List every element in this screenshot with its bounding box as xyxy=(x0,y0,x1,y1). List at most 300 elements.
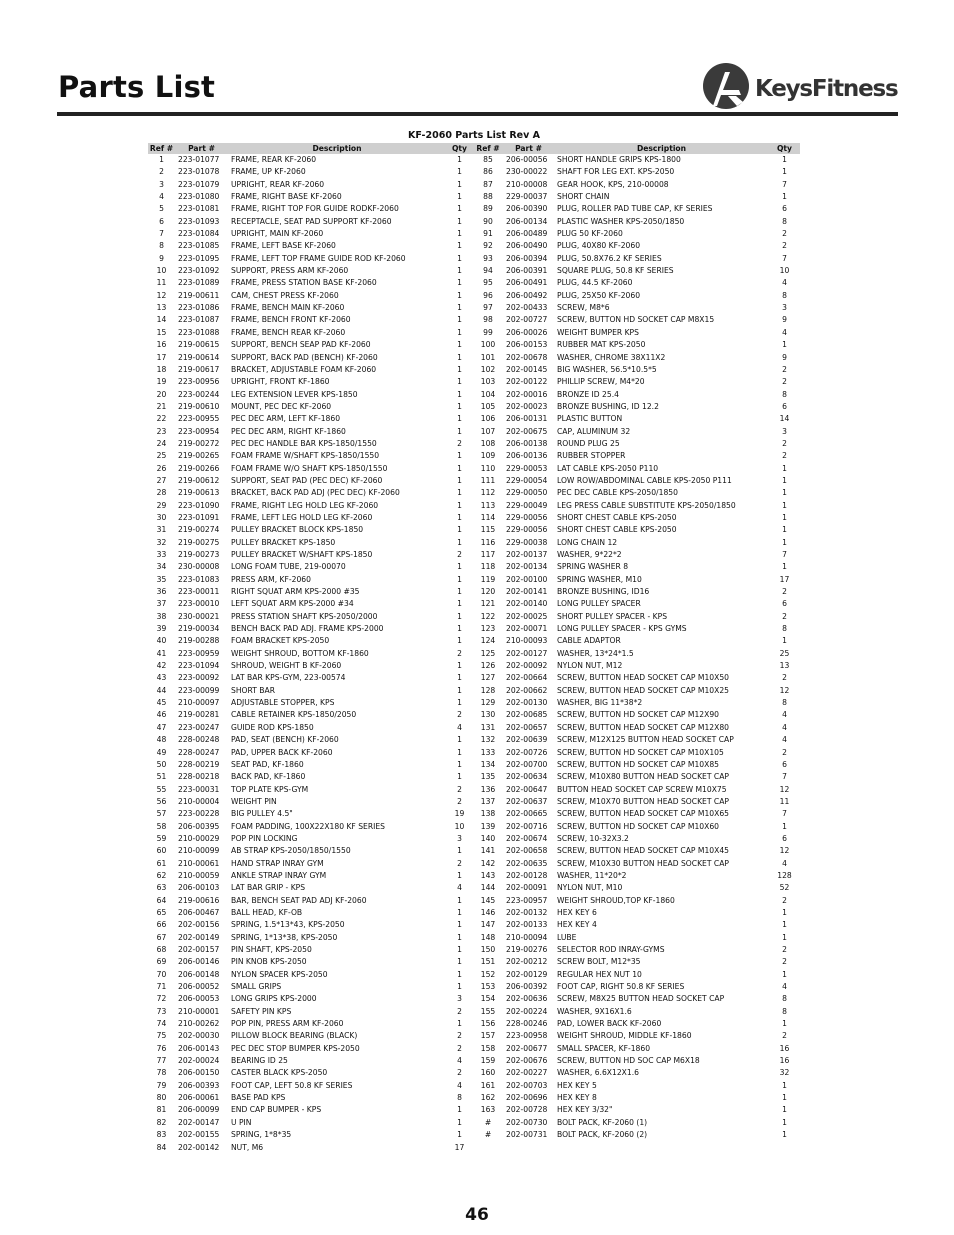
qty-cell: 1 xyxy=(457,747,462,757)
table-row xyxy=(148,635,473,647)
qty-cell: 32 xyxy=(779,1068,790,1078)
description-cell: SHORT CHAIN xyxy=(557,192,610,202)
table-caption: KF-2060 Parts List Rev A xyxy=(408,130,540,141)
description-cell: LONG FOAM TUBE, 219-00070 xyxy=(231,562,346,572)
qty-cell: 1 xyxy=(457,229,462,239)
ref-cell: 115 xyxy=(480,525,496,535)
ref-cell: 26 xyxy=(156,463,167,473)
table-row xyxy=(473,1117,800,1129)
part-number-cell: 206-00490 xyxy=(506,241,548,251)
table-row xyxy=(473,821,800,833)
table-row xyxy=(148,833,473,845)
description-cell: CAP, ALUMINUM 32 xyxy=(557,426,631,436)
part-number-cell: 219-00610 xyxy=(178,401,220,411)
description-cell: FOAM FRAME W/SHAFT KPS-1850/1550 xyxy=(231,451,380,461)
ref-cell: 140 xyxy=(480,833,496,843)
qty-cell: 1 xyxy=(782,1117,787,1127)
qty-cell: 17 xyxy=(454,1142,465,1152)
ref-cell: 126 xyxy=(480,661,496,671)
description-cell: BALL HEAD, KF-OB xyxy=(231,907,303,917)
qty-cell: 1 xyxy=(782,1019,787,1029)
qty-cell: 1 xyxy=(457,500,462,510)
description-cell: FRAME, BENCH FRONT KF-2060 xyxy=(231,315,351,325)
description-cell: SCREW, M8*6 xyxy=(557,303,610,313)
description-cell: PULLEY BRACKET KPS-1850 xyxy=(231,537,336,547)
description-cell: SCREW, M8X25 BUTTON HEAD SOCKET CAP xyxy=(557,994,725,1004)
table-row xyxy=(473,389,800,401)
part-number-cell: 206-00392 xyxy=(506,982,548,992)
table-row xyxy=(473,771,800,783)
description-cell: CABLE ADAPTOR xyxy=(557,636,621,646)
ref-cell: 69 xyxy=(156,957,167,967)
part-number-cell: 219-00615 xyxy=(178,340,220,350)
description-cell: PLUG, 50.8X76.2 KF SERIES xyxy=(557,253,662,263)
description-cell: AB STRAP KPS-2050/1850/1550 xyxy=(231,846,351,856)
description-cell: SPRING, 1.5*13*43, KPS-2050 xyxy=(231,920,345,930)
table-row xyxy=(473,1080,800,1092)
part-number-cell: 223-00956 xyxy=(178,377,220,387)
qty-cell: 1 xyxy=(457,611,462,621)
qty-cell: 7 xyxy=(782,550,787,559)
part-number-cell: 223-00955 xyxy=(178,414,220,424)
table-row xyxy=(148,611,473,623)
qty-cell: 1 xyxy=(782,512,787,522)
table-row xyxy=(148,1129,473,1141)
table-row xyxy=(473,463,800,475)
qty-cell: 2 xyxy=(782,377,787,387)
qty-cell: 1 xyxy=(782,920,787,930)
qty-cell: 1 xyxy=(457,587,462,597)
table-row xyxy=(473,919,800,931)
qty-cell: 1 xyxy=(782,525,787,535)
ref-cell: 139 xyxy=(480,821,496,831)
qty-cell: 2 xyxy=(782,957,787,967)
ref-cell: 13 xyxy=(156,303,167,313)
part-number-cell: 202-00635 xyxy=(506,858,548,868)
description-cell: SHORT CHEST CABLE KPS-2050 xyxy=(557,512,677,522)
description-cell: SHROUD, WEIGHT B KF-2060 xyxy=(231,661,342,671)
ref-cell: 72 xyxy=(156,994,167,1004)
qty-cell: 1 xyxy=(457,253,462,263)
qty-cell: 1 xyxy=(782,1093,787,1103)
ref-cell: 42 xyxy=(156,661,167,671)
ref-cell: 141 xyxy=(480,846,496,856)
part-number-cell: 206-00056 xyxy=(506,155,548,164)
ref-cell: 159 xyxy=(480,1056,496,1066)
description-cell: SHORT BAR xyxy=(231,685,275,695)
description-cell: SUPPORT, PRESS ARM KF-2060 xyxy=(231,266,349,276)
description-cell: SCREW, BUTTON HD SOCKET CAP M8X15 xyxy=(557,315,715,325)
ref-cell: 125 xyxy=(480,648,496,658)
description-cell: FOOT CAP, RIGHT 50.8 KF SERIES xyxy=(557,982,685,992)
part-number-cell: 223-01092 xyxy=(178,266,220,276)
ref-cell: 39 xyxy=(156,624,167,634)
table-row xyxy=(473,1018,800,1030)
description-cell: FOOT CAP, LEFT 50.8 KF SERIES xyxy=(231,1080,353,1090)
part-number-cell: 223-00954 xyxy=(178,426,220,436)
description-cell: SHORT HANDLE GRIPS KPS-1800 xyxy=(557,155,681,164)
description-cell: MOUNT, PEC DEC KF-2060 xyxy=(231,401,332,411)
qty-cell: 6 xyxy=(782,401,787,411)
ref-cell: 107 xyxy=(480,426,496,436)
part-number-cell: 219-00272 xyxy=(178,438,220,448)
part-number-cell: 206-00052 xyxy=(178,982,220,992)
ref-cell: 25 xyxy=(156,451,167,461)
ref-cell: 92 xyxy=(483,241,493,251)
table-row xyxy=(473,191,800,203)
description-cell: SPRING WASHER, M10 xyxy=(557,574,642,584)
table-row xyxy=(473,648,800,660)
qty-cell: 1 xyxy=(457,278,462,288)
part-number-cell: 229-00050 xyxy=(506,488,548,498)
table-row xyxy=(148,747,473,759)
qty-cell: 4 xyxy=(457,722,462,732)
description-cell: PILLOW BLOCK BEARING (BLACK) xyxy=(231,1031,358,1041)
qty-cell: 2 xyxy=(782,451,787,461)
table-row xyxy=(473,327,800,339)
ref-cell: 18 xyxy=(156,364,167,374)
description-cell: WEIGHT PIN xyxy=(231,796,277,806)
table-row xyxy=(473,697,800,709)
qty-cell: 2 xyxy=(457,784,462,794)
ref-cell: 8 xyxy=(159,241,164,251)
table-row xyxy=(473,784,800,796)
qty-cell: 1 xyxy=(457,636,462,646)
ref-cell: 31 xyxy=(156,525,167,535)
description-cell: SCREW, M10X30 BUTTON HEAD SOCKET CAP xyxy=(557,858,729,868)
ref-cell: 9 xyxy=(159,253,164,263)
qty-cell: 1 xyxy=(457,661,462,671)
qty-cell: 1 xyxy=(457,327,462,337)
part-number-cell: 206-00143 xyxy=(178,1043,220,1053)
qty-cell: 12 xyxy=(779,784,790,794)
description-cell: BAR, BENCH SEAT PAD ADJ KF-2060 xyxy=(231,895,367,905)
description-cell: FRAME, LEFT LEG HOLD LEG KF-2060 xyxy=(231,512,373,522)
parts-table-right xyxy=(473,143,800,1142)
qty-cell: 1 xyxy=(457,352,462,362)
part-number-cell: 202-00149 xyxy=(178,932,220,942)
ref-cell: 36 xyxy=(156,587,167,597)
qty-cell: 2 xyxy=(782,364,787,374)
table-row xyxy=(473,969,800,981)
description-cell: SCREW, M12X125 BUTTON HEAD SOCKET CAP xyxy=(557,735,734,745)
table-row xyxy=(473,487,800,499)
table-row xyxy=(473,808,800,820)
part-number-cell: 202-00728 xyxy=(506,1105,548,1115)
qty-cell: 1 xyxy=(457,895,462,905)
table-row xyxy=(148,1043,473,1055)
qty-cell: 1 xyxy=(782,475,787,485)
part-number-cell: 219-00273 xyxy=(178,550,220,559)
table-row xyxy=(148,623,473,635)
part-number-cell: 202-00156 xyxy=(178,920,220,930)
description-cell: PRESS ARM, KF-2060 xyxy=(231,574,311,584)
table-row xyxy=(473,1006,800,1018)
ref-cell: 84 xyxy=(156,1142,167,1152)
qty-cell: 4 xyxy=(782,327,787,337)
description-cell: CABLE RETAINER KPS-1850/2050 xyxy=(231,710,357,720)
description-cell: REGULAR HEX NUT 10 xyxy=(557,969,642,979)
table-row xyxy=(473,475,800,487)
qty-cell: 1 xyxy=(457,216,462,226)
description-cell: PULLEY BRACKET BLOCK KPS-1850 xyxy=(231,525,364,535)
qty-cell: 2 xyxy=(457,550,462,559)
part-number-cell: 202-00677 xyxy=(506,1043,548,1053)
table-row xyxy=(473,870,800,882)
ref-cell: 148 xyxy=(480,932,496,942)
table-row xyxy=(148,969,473,981)
qty-cell: 6 xyxy=(782,833,787,843)
ref-cell: 74 xyxy=(156,1019,167,1029)
ref-cell: 127 xyxy=(480,673,496,683)
qty-cell: 9 xyxy=(782,315,787,325)
description-cell: LONG CHAIN 12 xyxy=(557,537,618,547)
part-number-cell: 210-00059 xyxy=(178,870,220,880)
ref-cell: 145 xyxy=(480,895,496,905)
qty-cell: 1 xyxy=(782,821,787,831)
col-qty: Qty xyxy=(446,143,473,154)
table-row xyxy=(473,907,800,919)
part-number-cell: 223-01088 xyxy=(178,327,220,337)
ref-cell: 29 xyxy=(156,500,167,510)
table-row xyxy=(473,895,800,907)
table-row xyxy=(473,586,800,598)
part-number-cell: 202-00634 xyxy=(506,772,548,782)
ref-cell: 142 xyxy=(480,858,496,868)
table-row xyxy=(148,722,473,734)
ref-cell: 98 xyxy=(483,315,493,325)
qty-cell: 1 xyxy=(457,920,462,930)
description-cell: SCREW, BUTTON HD SOC CAP M6X18 xyxy=(557,1056,700,1066)
ref-cell: 128 xyxy=(480,685,496,695)
qty-cell: 1 xyxy=(782,562,787,572)
part-number-cell: 228-00246 xyxy=(506,1019,548,1029)
qty-cell: 1 xyxy=(457,451,462,461)
description-cell: FOAM PADDING, 100X22X180 KF SERIES xyxy=(231,821,385,831)
part-number-cell: 202-00731 xyxy=(506,1130,548,1140)
qty-cell: 13 xyxy=(779,661,790,671)
ref-cell: 147 xyxy=(480,920,496,930)
description-cell: LEFT SQUAT ARM KPS-2000 #34 xyxy=(231,599,354,609)
part-number-cell: 219-00613 xyxy=(178,488,220,498)
ref-cell: 104 xyxy=(480,389,496,399)
description-cell: SCREW, M10X80 BUTTON HEAD SOCKET CAP xyxy=(557,772,729,782)
description-cell: SCREW, BUTTON HEAD SOCKET CAP M10X50 xyxy=(557,673,729,683)
description-cell: LUBE xyxy=(557,932,577,942)
part-number-cell: 202-00145 xyxy=(506,364,548,374)
ref-cell: 112 xyxy=(480,488,496,498)
part-number-cell: 229-00038 xyxy=(506,537,548,547)
table-row xyxy=(148,648,473,660)
ref-cell: 143 xyxy=(480,870,496,880)
description-cell: UPRIGHT, FRONT KF-1860 xyxy=(231,377,330,387)
description-cell: LEG EXTENSION LEVER KPS-1850 xyxy=(231,389,358,399)
description-cell: WASHER, BIG 11*38*2 xyxy=(557,698,643,708)
qty-cell: 9 xyxy=(782,352,787,362)
part-number-cell: 202-00129 xyxy=(506,969,548,979)
table-row xyxy=(473,253,800,265)
description-cell: PEC DEC ARM, RIGHT KF-1860 xyxy=(231,426,346,436)
part-number-cell: 202-00092 xyxy=(506,661,548,671)
part-number-cell: 202-00157 xyxy=(178,945,220,954)
qty-cell: 1 xyxy=(782,1105,787,1115)
part-number-cell: 219-00274 xyxy=(178,525,220,535)
table-row xyxy=(473,1043,800,1055)
table-row xyxy=(473,376,800,388)
part-number-cell: 210-00008 xyxy=(506,179,548,189)
ref-cell: 105 xyxy=(480,401,496,411)
description-cell: BASE PAD KPS xyxy=(231,1093,286,1103)
description-cell: CAM, CHEST PRESS KF-2060 xyxy=(231,290,339,300)
qty-cell: 1 xyxy=(457,624,462,634)
part-number-cell: 223-01078 xyxy=(178,167,220,177)
table-row xyxy=(473,450,800,462)
ref-cell: 67 xyxy=(156,932,167,942)
table-row xyxy=(473,611,800,623)
part-number-cell: 202-00727 xyxy=(506,315,548,325)
table-row xyxy=(148,1142,473,1154)
description-cell: CASTER BLACK KPS-2050 xyxy=(231,1068,328,1078)
qty-cell: 1 xyxy=(457,389,462,399)
table-row xyxy=(148,1092,473,1104)
qty-cell: 1 xyxy=(457,982,462,992)
table-row xyxy=(148,314,473,326)
ref-cell: 5 xyxy=(159,204,164,214)
ref-cell: 116 xyxy=(480,537,496,547)
table-header-row xyxy=(148,143,473,154)
ref-cell: 106 xyxy=(480,414,496,424)
part-number-cell: 210-00099 xyxy=(178,846,220,856)
table-row xyxy=(473,228,800,240)
qty-cell: 1 xyxy=(457,525,462,535)
description-cell: PIN SHAFT, KPS-2050 xyxy=(231,945,312,954)
part-number-cell: 219-00266 xyxy=(178,463,220,473)
part-number-cell: 206-00103 xyxy=(178,883,220,893)
table-row xyxy=(148,265,473,277)
ref-cell: 111 xyxy=(480,475,496,485)
description-cell: HEX KEY 6 xyxy=(557,907,597,917)
qty-cell: 1 xyxy=(457,1130,462,1140)
description-cell: SCREW, BUTTON HD SOCKET CAP M10X105 xyxy=(557,747,724,757)
table-row xyxy=(473,240,800,252)
qty-cell: 1 xyxy=(457,512,462,522)
qty-cell: 2 xyxy=(457,796,462,806)
description-cell: WEIGHT BUMPER KPS xyxy=(557,327,639,337)
table-row xyxy=(148,203,473,215)
part-number-cell: 202-00212 xyxy=(506,957,548,967)
part-number-cell: 202-00100 xyxy=(506,574,548,584)
description-cell: SCREW, BUTTON HEAD SOCKET CAP M10X25 xyxy=(557,685,729,695)
table-row xyxy=(148,389,473,401)
part-number-cell: 219-00275 xyxy=(178,537,220,547)
table-row xyxy=(148,561,473,573)
qty-cell: 10 xyxy=(454,821,465,831)
part-number-cell: 219-00288 xyxy=(178,636,220,646)
qty-cell: 1 xyxy=(457,204,462,214)
qty-cell: 1 xyxy=(457,364,462,374)
ref-cell: 34 xyxy=(156,562,167,572)
part-number-cell: 223-00957 xyxy=(506,895,548,905)
part-number-cell: 210-00094 xyxy=(506,932,548,942)
description-cell: POP PIN, PRESS ARM KF-2060 xyxy=(231,1019,344,1029)
qty-cell: 7 xyxy=(782,809,787,819)
table-row xyxy=(473,364,800,376)
table-row xyxy=(148,907,473,919)
qty-cell: 17 xyxy=(779,574,790,584)
part-number-cell: 219-00614 xyxy=(178,352,220,362)
description-cell: BOLT PACK, KF-2060 (1) xyxy=(557,1117,648,1127)
qty-cell: 1 xyxy=(457,574,462,584)
ref-cell: 94 xyxy=(483,266,493,276)
table-row xyxy=(148,734,473,746)
description-cell: SPRING WASHER 8 xyxy=(557,562,629,572)
description-cell: BRONZE BUSHING, ID16 xyxy=(557,587,650,597)
description-cell: FRAME, RIGHT TOP FOR GUIDE RODKF-2060 xyxy=(231,204,399,214)
ref-cell: 51 xyxy=(156,772,167,782)
table-row xyxy=(148,352,473,364)
qty-cell: 1 xyxy=(457,290,462,300)
table-row xyxy=(473,561,800,573)
ref-cell: 19 xyxy=(156,377,167,387)
table-row xyxy=(148,524,473,536)
part-number-cell: 210-00029 xyxy=(178,833,220,843)
table-row xyxy=(148,771,473,783)
qty-cell: 1 xyxy=(457,1117,462,1127)
ref-cell: 144 xyxy=(480,883,496,893)
qty-cell: 4 xyxy=(782,278,787,288)
part-number-cell: 206-00053 xyxy=(178,994,220,1004)
description-cell: GUIDE ROD KPS-1850 xyxy=(231,722,314,732)
table-row xyxy=(148,228,473,240)
qty-cell: 1 xyxy=(457,759,462,769)
ref-cell: 131 xyxy=(480,722,496,732)
table-row xyxy=(473,203,800,215)
description-cell: RUBBER MAT KPS-2050 xyxy=(557,340,646,350)
ref-cell: 110 xyxy=(480,463,496,473)
description-cell: LAT BAR GRIP - KPS xyxy=(231,883,306,893)
description-cell: PAD, LOWER BACK KF-2060 xyxy=(557,1019,662,1029)
table-row xyxy=(148,1104,473,1116)
table-row xyxy=(473,401,800,413)
table-row xyxy=(473,635,800,647)
ref-cell: 162 xyxy=(480,1093,496,1103)
qty-cell: 1 xyxy=(782,537,787,547)
description-cell: POP PIN LOCKING xyxy=(231,833,298,843)
ref-cell: 136 xyxy=(480,784,496,794)
description-cell: LONG GRIPS KPS-2000 xyxy=(231,994,317,1004)
qty-cell: 2 xyxy=(457,1031,462,1041)
qty-cell: 1 xyxy=(457,772,462,782)
ref-cell: 122 xyxy=(480,611,496,621)
part-number-cell: 206-00492 xyxy=(506,290,548,300)
part-number-cell: 206-00146 xyxy=(178,957,220,967)
description-cell: SCREW, 10-32X3.2 xyxy=(557,833,629,843)
description-cell: LEG PRESS CABLE SUBSTITUTE KPS-2050/1850 xyxy=(557,500,736,510)
ref-cell: 97 xyxy=(483,303,493,313)
table-row xyxy=(148,450,473,462)
qty-cell: 2 xyxy=(782,587,787,597)
table-row xyxy=(148,438,473,450)
part-number-cell: 223-01080 xyxy=(178,192,220,202)
qty-cell: 1 xyxy=(457,167,462,177)
part-number-cell: 202-00128 xyxy=(506,870,548,880)
table-row xyxy=(148,870,473,882)
description-cell: WASHER, 9*22*2 xyxy=(557,550,622,559)
description-cell: NYLON SPACER KPS-2050 xyxy=(231,969,328,979)
col-part: Part # xyxy=(175,143,228,154)
table-row xyxy=(148,1030,473,1042)
ref-cell: 20 xyxy=(156,389,167,399)
